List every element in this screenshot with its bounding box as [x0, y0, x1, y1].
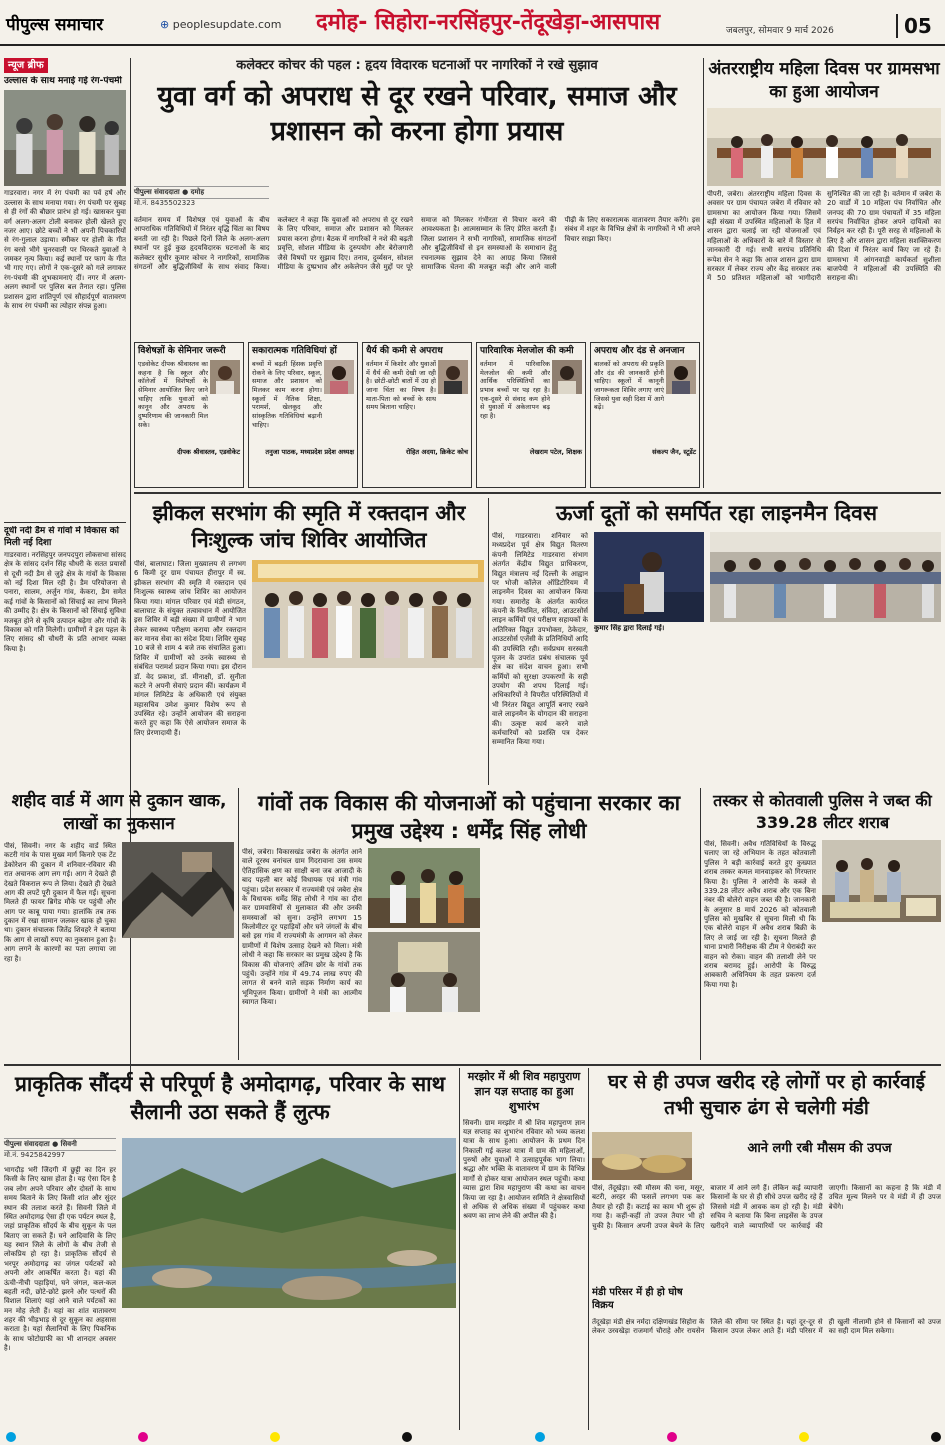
article-mandi: [592, 1070, 941, 1430]
portrait-photo: [666, 360, 696, 394]
cyan-dot: [6, 1432, 16, 1442]
minister-photo-2: [368, 932, 480, 1012]
article-body: पीपरी, जबेरा। अंतरराष्ट्रीय महिला दिवस के अवसर पर ग्राम पंचायत जबेरा में रविवार को ग्रामसभा का आयोजन किया गया। जिसमें बड़ी संख्या में उपस्थित महिलाओं के हित में शासन द्वारा चलाई जा रही योजनाओं एवं महिलाओं के अधिकारों के बारे में विस्तार से जानकारी दी गई। सभी सरपंच प्रतिनिधि रूपेश सेन ने कहा कि आज शासन द्वारा ग्राम सरकार में लेकर राज्य और केंद्र सरकार तक में 50 प्रतिशत महिलाओं को भागीदारी सुनिश्चित की जा रही है। वर्तमान में जबेरा के 20 वार्डों में 10 महिला पंच निर्वाचित और जनपद की 70 ग्राम पंचायतों में 35 महिला सरपंच निर्वाचित होकर अपने दायित्वों का निर्वहन कर रही हैं। पूरी सरह से महिलाओं के लिए है और शासन द्वारा महिला सशक्तिकरण की दिशा में निरंतर कार्य किए जा रहे हैं। ग्रामसभा में आंगनवाड़ी कार्यकर्ता सुशीला बाजपेयी ने महिलाओं की उपस्थिति की सराहना की।: [707, 189, 941, 283]
opinion-boxes: [134, 342, 700, 488]
brief-photo-1: [4, 90, 126, 186]
opinion-box-3: [362, 342, 472, 488]
yellow-dot: [270, 1432, 280, 1442]
magenta-dot: [667, 1432, 677, 1442]
article-body-continued: [122, 942, 234, 1060]
article-body-continued: [594, 642, 941, 785]
reporter-mobile: मो.नं. 8435502323: [134, 199, 196, 208]
edition-date: जबलपुर, सोमवार 9 मार्च 2026: [726, 26, 834, 36]
article-headline: घर से ही उपज खरीद रहे लोगों पर हो कार्रवाई तभी सुचारु ढंग से चलेगी मंडी: [608, 1071, 925, 1119]
opinion-box-1: [134, 342, 244, 488]
mandi-photo: [592, 1132, 692, 1180]
article-headline: अंतरराष्ट्रीय महिला दिवस पर ग्रामसभा का हुआ आयोजन: [708, 59, 940, 102]
fire-debris-photo: [122, 842, 234, 938]
brief-text-2: गाडरवारा। नरसिंहपुर जनपदपुरा लोकसभा सांसद क्षेत्र के सांसद दर्शन सिंह चौधरी के सतत प्रयासों से दूधी नदी डैम से जुड़े क्षेत्र के गांवों के विकास को नई दिशा मिल रही है। डैम परियोजना से पनारा, सालम, अर्जुन गांव, केकरा, डैम समेत कई गांवों के किसानों को सिंचाई का लाभ मिलने की उम्मीद है। क्षेत्र के किसानों को सिंचाई सुविधा मजबूत होने से कृषि उत्पादन बढ़ेगा और गांवों के विकास को गति मिलेगी। ग्रामीणों ने इस पहल के लिए सांसद श्री चौधरी के प्रति आभार व्यक्त किया है।: [4, 550, 126, 653]
yellow-dot: [799, 1432, 809, 1442]
brief-text-1: गाडरवारा। नगर में रंग पंचमी का पर्व हर्ष और उल्लास के साथ मनाया गया। रंग पंचमी पर सुबह से ही रंगों की बौछार प्रारंभ हो गई। खासकर युवा वर्ग अलग-अलग टोली बनाकर होली खेलते हुए नजर आए। छोटे बच्चों ने भी अपनी पिचकारियों से रंग-गुलाल उड़ाया। स्मीकर पर होली के गीत रंग बरसे भीगे चुनरवाली पर थिरकते युवाओं ने जमकर नृत्य किया। कई स्थानों पर फाग के गीत भी गाए गए। लोगों ने एक-दूसरे को गले लगाकर रंग-पंचमी की शुभकामनाएं दीं। नगर में अलग-अलग स्थानों पर पुलिस बल तैनात रहा। पुलिस प्रशासन द्वारा शांतिपूर्ण एवं सौहार्दपूर्ण वातावरण के साथ रंग पंचमी का त्योहार संपन्न हुआ।: [4, 189, 126, 310]
byline: पीपुल्स संवाददाता ● दमोह: [134, 186, 269, 199]
opinion-box-4: [476, 342, 586, 488]
article-body-2: तेंदूखेड़ा मंडी क्षेत्र नर्मदा दक्षिणखंड सिहोरा के लेकर उरवखेड़ा राजमार्ग चौराहे और रायसेन जिले की सीमा पर स्थित है। यहां दूर-दूर से किसान उपज लेकर आते हैं। मंडी परिसर में ही खुली नीलामी होने से किसानों को उपज का सही दाम मिल सकेगा।: [592, 1318, 941, 1336]
photo-caption: कुमार सिंह द्वारा दिलाई गई।: [594, 624, 665, 632]
black-dot: [402, 1432, 412, 1442]
masthead: [0, 0, 945, 46]
article-headline: शहीद वार्ड में आग से दुकान खाक, लाखों का नुकसान: [11, 791, 227, 834]
opinion-text: वर्तमान में किशोर और युवाओं में धैर्य की कमी देखी जा रही है। छोटी-छोटी बातों में उग्र हो जाना चिंता का विषय है। माता-पिता को बच्चों के साथ समय बिताना चाहिए।: [366, 359, 436, 412]
portrait-photo: [438, 360, 468, 394]
portrait-photo: [552, 360, 582, 394]
article-headline: गांवों तक विकास की योजनाओं को पहुंचाना सरकार का प्रमुख उद्देश्य : धर्मेंद्र सिंह लोधी: [257, 791, 681, 843]
article-body: वर्तमान समय में विशेषज्ञ एवं युवाओं के बीच आपराधिक गतिविधियों में निरंतर वृद्धि चिंता का विषय बनती जा रही है। पिछले दिनों जिले के अलग-अलग स्थानों पर हुई कुछ हृदयविदारक घटनाओं के बाद कलेक्टर सुधीर कुमार कोचर ने नागरिकों, सामाजिक संगठनों और बुद्धिजीवियों के साथ संवाद किया। कलेक्टर ने कहा कि युवाओं को अपराध से दूर रखने के लिए परिवार, समाज और प्रशासन को मिलकर प्रयास करना होगा। बैठक में नागरिकों ने नशे की बढ़ती प्रवृत्ति, सोशल मीडिया के दुरुपयोग और बेरोजगारी जैसे विषयों पर सुझाव दिए। तनाव, दुर्व्यसन, सोशल मीडिया के दुष्प्रभाव और अकेलेपन जैसे मुद्दों पर पूरे समाज को मिलकर गंभीरता से विचार करने की आवश्यकता है। आत्मसम्मान के लिए प्रेरित करती हैं। जिला प्रशासन ने सभी नागरिकों, सामाजिक संगठनों और बुद्धिजीवियों से इन समस्याओं के समाधान हेतु रचनात्मक सुझाव देने का आग्रह किया जिससे सामाजिक चेतना की मजबूत कड़ी और आने वाली पीढ़ी के लिए सकारात्मक वातावरण तैयार करेंगे। इस संबंध में शहर के विभिन्न क्षेत्रों के नागरिकों ने भी अपने विचार साझा किए।: [134, 216, 700, 271]
opinion-author: तनुजा पाठक, मध्यप्रदेश प्रदेश अध्यक्ष: [265, 447, 354, 456]
opinion-author: रोहित अदया, क्रिकेट कोच: [405, 447, 468, 456]
amodagarh-landscape-photo: [122, 1138, 456, 1308]
article-amodagarh: [4, 1070, 456, 1430]
article-body-continued: [252, 672, 484, 785]
article-body-continued: [486, 848, 696, 1060]
website-text: peoplesupdate.com: [172, 18, 282, 31]
opinion-box-5: [590, 342, 700, 488]
portrait-photo: [210, 360, 240, 394]
article-body: पीसं, तेंदूखेड़ा। रबी मौसम की चना, मसूर, बटरी, अरहर की फसलें लगभग पक कर तैयार हो रही हैं। कटाई का काम भी शुरू हो गया है। कहीं-कहीं तो उपज तैयार भी हो चुकी है। किसान अपनी उपज बेचने के लिए बाजार में आने लगे हैं। लेकिन कई व्यापारी किसानों के घर से ही सीधे उपज खरीद रहे हैं जिससे मंडी में आवक कम हो रही है। मंडी सचिव ने बताया कि बिना लाइसेंस के उपज खरीदने वाले व्यापारियों पर कार्रवाई की जाएगी। किसानों का कहना है कि मंडी में उचित मूल्य मिलने पर वे मंडी में ही उपज बेचेंगे।: [592, 1184, 941, 1230]
article-body: सिवनी। ग्राम मरझोर में श्री शिव महापुराण ज्ञान यज्ञ सप्ताह का शुभारंभ रविवार को भव्य कलश यात्रा के साथ हुआ। आयोजन के प्रथम दिन निकाली गई कलश यात्रा में ग्राम की महिलाओं, पुरुषों और युवाओं ने उत्साहपूर्वक भाग लिया। श्रद्धा और भक्ति के वातावरण में ग्राम के विभिन्न मार्गों से होकर यात्रा आयोजन स्थल पहुंची। कथा व्यास द्वारा शिव महापुराण की कथा का वाचन किया जा रहा है। आयोजन समिति ने क्षेत्रवासियों से अधिक से अधिक संख्या में पहुंचकर कथा श्रवण का लाभ लेने की अपील की है।: [463, 1118, 585, 1221]
article-womens-day: [707, 58, 941, 488]
opinion-box-2: [248, 342, 358, 488]
article-kicker: कलेक्टर कोचर की पहल : हृदय विदारक घटनाओं पर नागरिकों ने रखे सुझाव: [236, 58, 598, 73]
article-subheading: आने लगी रबी मौसम की उपज: [747, 1141, 892, 1156]
opinion-author: दीपक श्रीवास्तव, एडवोकेट: [177, 447, 240, 456]
newspaper-logo: पीपुल्स समाचार: [6, 15, 104, 35]
cyan-dot: [535, 1432, 545, 1442]
article-body: पीसं, बालाघाट। जिला मुख्यालय से लगभग 6 किमी दूर ग्राम पंचायत हीरापुर में स्व. झीकल सरभांग की स्मृति में रक्तदान एवं निःशुल्क स्वास्थ्य जांच शिविर का आयोजन किया गया। मांगल परिवार एवं मंडी संगठन, बालाघाट के संयुक्त तत्वावधान में आयोजित इस शिविर में बड़ी संख्या में ग्रामीणों ने भाग लेकर स्वास्थ्य परीक्षण कराया और रक्तदान कर मानव सेवा का संदेश दिया। शिविर सुबह 10 बजे से शाम 4 बजे तक संचालित हुआ। शिविर में ग्रामीणों को उनके स्वास्थ्य से संबंधित परामर्श प्रदान किया गया। इस दौरान डॉ. वेद प्रकाश, डॉ. मीनाक्षी, डॉ. सुनीता कटरे ने अपनी सेवाएं प्रदान कीं। कार्यक्रम में मांगल लिमिटेड के अधिकारी एवं संयुक्त महासचिव उमेश कुमार विशेष रूप से उपस्थित रहे। उन्होंने आयोजन की सराहना करते हुए कहा कि ऐसे आयोजन समाज के लिए प्रेरणादायी हैं।: [134, 560, 246, 737]
camp-photo: [252, 560, 484, 668]
article-village-development: [242, 790, 696, 1060]
opinion-author: संकल्प जैन, स्टूडेंट: [652, 447, 696, 456]
article-shop-fire: [4, 790, 234, 1060]
news-brief-label: न्यूज ब्रीफ: [4, 58, 48, 73]
section-title: दमोह- सिहोरा-नरसिंहपुर-तेंदूखेड़ा-आसपास: [316, 10, 661, 35]
article-lineman-day: [492, 500, 941, 785]
article-body: पीसं, गाडरवारा। शनिवार को मध्यप्रदेश पूर्व क्षेत्र विद्युत वितरण कंपनी लिमिटेड गाडरवारा संभाग अंतर्गत केंद्रीय विद्युत प्राधिकरण, विद्युत मंत्रालय नई दिल्ली के आह्वान पर भोजी कॉलेज ऑडिटोरियम में लाइनमैन दिवस का आयोजन किया गया। समारोह के अंतर्गत कार्यरत कंपनी के नियमित, संविदा, आउटसोर्स लाइन कर्मियों एवं परीक्षण सहायकों के अतिरिक्त विद्युत उपभोक्ता, ठेकेदार, आउटसोर्स एजेंसी के प्रतिनिधियों आदि की उपस्थिति रही। सर्वप्रथम सरस्वती पूजन के उपरांत प्रबंध संचालक पूर्व क्षेत्र का संदेश वाचन हुआ। सभी कर्मियों को सुरक्षा उपकरणों के सही उपयोग की शपथ दिलाई गई। अधिकारियों ने विपरीत परिस्थितियों में भी निरंतर विद्युत आपूर्ति बनाए रखने वाले लाइनमैन के योगदान की सराहना की। उत्कृष्ट कार्य करने वाले कर्मचारियों को प्रशस्ति पत्र देकर सम्मानित किया गया।: [492, 532, 588, 747]
opinion-title: सकारात्मक गतिविधियां हों: [252, 346, 337, 356]
article-body: भागदौड़ भरी जिंदगी में छुट्टी का दिन हर किसी के लिए खास होता है। यह ऐसा दिन है जब लोग अपने परिवार और दोस्तों के साथ समय बिताने के लिए किसी शांत और सुंदर स्थान की तलाश करते हैं। सिवनी जिले में स्थित अमोदागढ़ ऐसा ही एक पर्यटन स्थल है, जहां प्राकृतिक सौंदर्य के बीच सुकून के पल बिताए जा सकते हैं। घने आदिवासि के लिए यह स्थान जिले के लोगों के बीच तेजी से लोकप्रिय हो रहा है। प्राकृतिक सौंदर्य से भरपूर अमोदागढ़ का जंगल पर्यटकों को अपनी ओर आकर्षित करता है। यहां की ऊंची-नीची पहाड़ियां, घने जंगल, कल-कल बहती नदी, छोटे-छोटे झरने और पत्थरों की विशाल शिलाएं यहां आने वाले पर्यटकों का मन मोह लेती हैं। यहां का शांत वातावरण शहर की भीड़भाड़ से दूर सुकून का अहसास कराता है। यहां सैलानियों के लिए पिकनिक के साथ फोटोग्राफी का भी शानदार अवसर है।: [4, 1166, 116, 1353]
opinion-title: विशेषज्ञों के सेमिनार जरूरी: [138, 346, 226, 356]
opinion-text: बालकों को अपराध की प्रकृति और दंड की जानकारी होनी चाहिए। स्कूलों में कानूनी जागरूकता शिविर लगाए जाएं जिससे युवा सही दिशा में आगे बढ़ें।: [594, 359, 664, 412]
article-youth-crime: [134, 58, 700, 488]
article-shiv-mahapuran: [463, 1070, 585, 1430]
globe-icon: ⊕: [160, 18, 173, 31]
mandi-subheading-2: मंडी परिसर में ही हो घोष विक्रय: [592, 1287, 683, 1311]
article-headline: मरझोर में श्री शिव महापुराण ज्ञान यज्ञ सप्ताह का हुआ शुभारंभ: [467, 1070, 581, 1113]
brief-headline-1: उल्लास के साथ मनाई गई रंग-पंचमी: [4, 76, 122, 87]
article-headline: तस्कर से कोतवाली पुलिस ने जब्त की 339.28 लीटर शराब: [713, 791, 932, 833]
article-headline: झीकल सरभांग की स्मृति में रक्तदान और निःशुल्क जांच शिविर आयोजित: [152, 501, 466, 553]
article-body-continued: [122, 1312, 456, 1430]
seizure-photo: [822, 840, 941, 922]
minister-photo-1: [368, 848, 480, 928]
article-blood-donation: [134, 500, 484, 785]
brief-headline-2: दूधी नदी डैम से गांवों में विकास को मिली नई दिशा: [4, 526, 119, 548]
portrait-photo: [324, 360, 354, 394]
byline: पीपुल्स संवाददाता ● सिवनी: [4, 1138, 116, 1151]
opinion-text: बच्चों में बढ़ती हिंसक प्रवृत्ति रोकने के लिए परिवार, स्कूल, समाज और प्रशासन को मिलकर काम करना होगा। स्कूलों में नैतिक शिक्षा, परामर्श, खेलकूद और सांस्कृतिक गतिविधियां बढ़ानी चाहिए।: [252, 359, 322, 429]
black-dot: [931, 1432, 941, 1442]
article-headline: प्राकृतिक सौंदर्य से परिपूर्ण है अमोदागढ़, परिवार के साथ सैलानी उठा सकते हैं लुत्फ: [14, 1072, 446, 1125]
print-registration-marks: [6, 1432, 941, 1443]
opinion-title: धैर्य की कमी से अपराध: [366, 346, 443, 356]
article-headline: ऊर्जा दूतों को समर्पित रहा लाइनमैन दिवस: [555, 501, 878, 525]
opinion-text: वर्तमान में पारिवारिक मेलजोल की कमी और आर्थिक परिस्थितियों का प्रभाव बच्चों पर पड़ रहा है। एक-दूसरे से संवाद कम होने से युवाओं में अकेलापन बढ़ रहा है।: [480, 359, 550, 421]
website-url[interactable]: [160, 18, 281, 33]
opinion-title: अपराध और दंड से अनजान: [594, 346, 685, 356]
opinion-text: एडवोकेट दीपक श्रीवास्तव का कहना है कि स्कूल और कॉलेजों में विशेषज्ञों के सेमिनार आयोजित किए जाने चाहिए ताकि युवाओं को कानून और अपराध के दुष्परिणाम की जानकारी मिल सके।: [138, 359, 208, 429]
speaker-photo: [594, 532, 704, 622]
article-body: पीसं, सिवनी। नगर के शहीद वार्ड स्थित कटरी गांव के पास मुख्य मार्ग किनारे एक टेंट डेकोरेशन की दुकान में शनिवार-रविवार की रात अचानक आग लग गई। आग ने देखते ही देखते विकराल रूप ले लिया। देखते ही देखते आग की लपटें पूरी दुकान में फैल गईं। सूचना मिलते ही फायर ब्रिगेड मौके पर पहुंची और आग पर काबू पाया गया। हालांकि तब तक दुकान में रखा सामान जलकर खाक हो चुका था। दुकान संचालक जितेंद्र शिवहरे ने बताया कि आग से लाखों रुपए का नुकसान हुआ है। आग लगने के कारणों का पता लगाया जा रहा है।: [4, 842, 116, 963]
article-headline: युवा वर्ग को अपराध से दूर रखने परिवार, समाज और प्रशासन को करना होगा प्रयास: [157, 80, 677, 147]
magenta-dot: [138, 1432, 148, 1442]
gramsabha-photo: [707, 108, 941, 186]
opinion-title: पारिवारिक मेलजोल की कमी: [480, 346, 574, 356]
opinion-author: लेखराम पटेल, शिक्षक: [529, 447, 582, 456]
article-body-continued: [822, 926, 941, 1060]
page-number: 05: [896, 14, 932, 38]
audience-photo: [710, 532, 941, 622]
article-body: पीसं, जबेरा। विकासखंड जबेरा के अंतर्गत आने वाले दूरस्थ वनांचल ग्राम गिदरावाना उस समय ऐतिहासिक क्षण का साक्षी बना जब आजादी के बाद पहली बार कोई विधायक एवं मंत्री गांव पहुंचा। प्रदेश सरकार में राज्यमंत्री एवं जबेरा क्षेत्र के विधायक धर्मेंद्र सिंह लोधी ने गांव का दौरा कर ग्रामवासियों से मुलाकात की और उनकी समस्याओं को सुना। उन्होंने लगभग 15 किलोमीटर दूर पहाड़ियों और घने जंगलों के बीच बसे इस गांव में राज्यमंत्री के आगमन को लेकर ग्रामीणों में विशेष उत्साह देखने को मिला। मंत्री लोधी ने कहा कि सरकार का प्रमुख उद्देश्य है कि विकास की योजनाएं अंतिम छोर के गांवों तक पहुंचें। उन्होंने गांव में 49.74 लाख रुपए की लागत से बनने वाले सड़क निर्माण कार्य का भूमिपूजन किया। ग्रामीणों ने मंत्री का आत्मीय स्वागत किया।: [242, 848, 362, 1006]
article-body: पीसं, सिवनी। अवैध गतिविधियों के विरुद्ध चलाए जा रहे अभियान के तहत कोतवाली पुलिस ने बड़ी कार्रवाई करते हुए कुख्यात शराब तस्कर कमल मानवाड़कर को गिरफ्तार किया है। पुलिस ने आरोपी के कब्जे से 339.28 लीटर अवैध शराब और एक बिना नंबर की बोलेरो वाहन जब्त की है। जानकारी के अनुसार 8 मार्च 2026 को कोतवाली पुलिस को मुखबिर से सूचना मिली थी कि एक बोलेरो वाहन में अवैध शराब बिक्री के लिए ले जाई जा रही है। सूचना मिलते ही थाना प्रभारी निरीक्षक की टीम ने घेराबंदी कर वाहन को रोका। वाहन की तलाशी लेने पर शराब बरामद हुई। आरोपी के विरुद्ध आबकारी अधिनियम के तहत प्रकरण दर्ज किया गया है।: [704, 840, 816, 989]
article-liquor-seizure: [704, 790, 941, 1060]
reporter-mobile: मो.नं. 9425842997: [4, 1151, 66, 1160]
